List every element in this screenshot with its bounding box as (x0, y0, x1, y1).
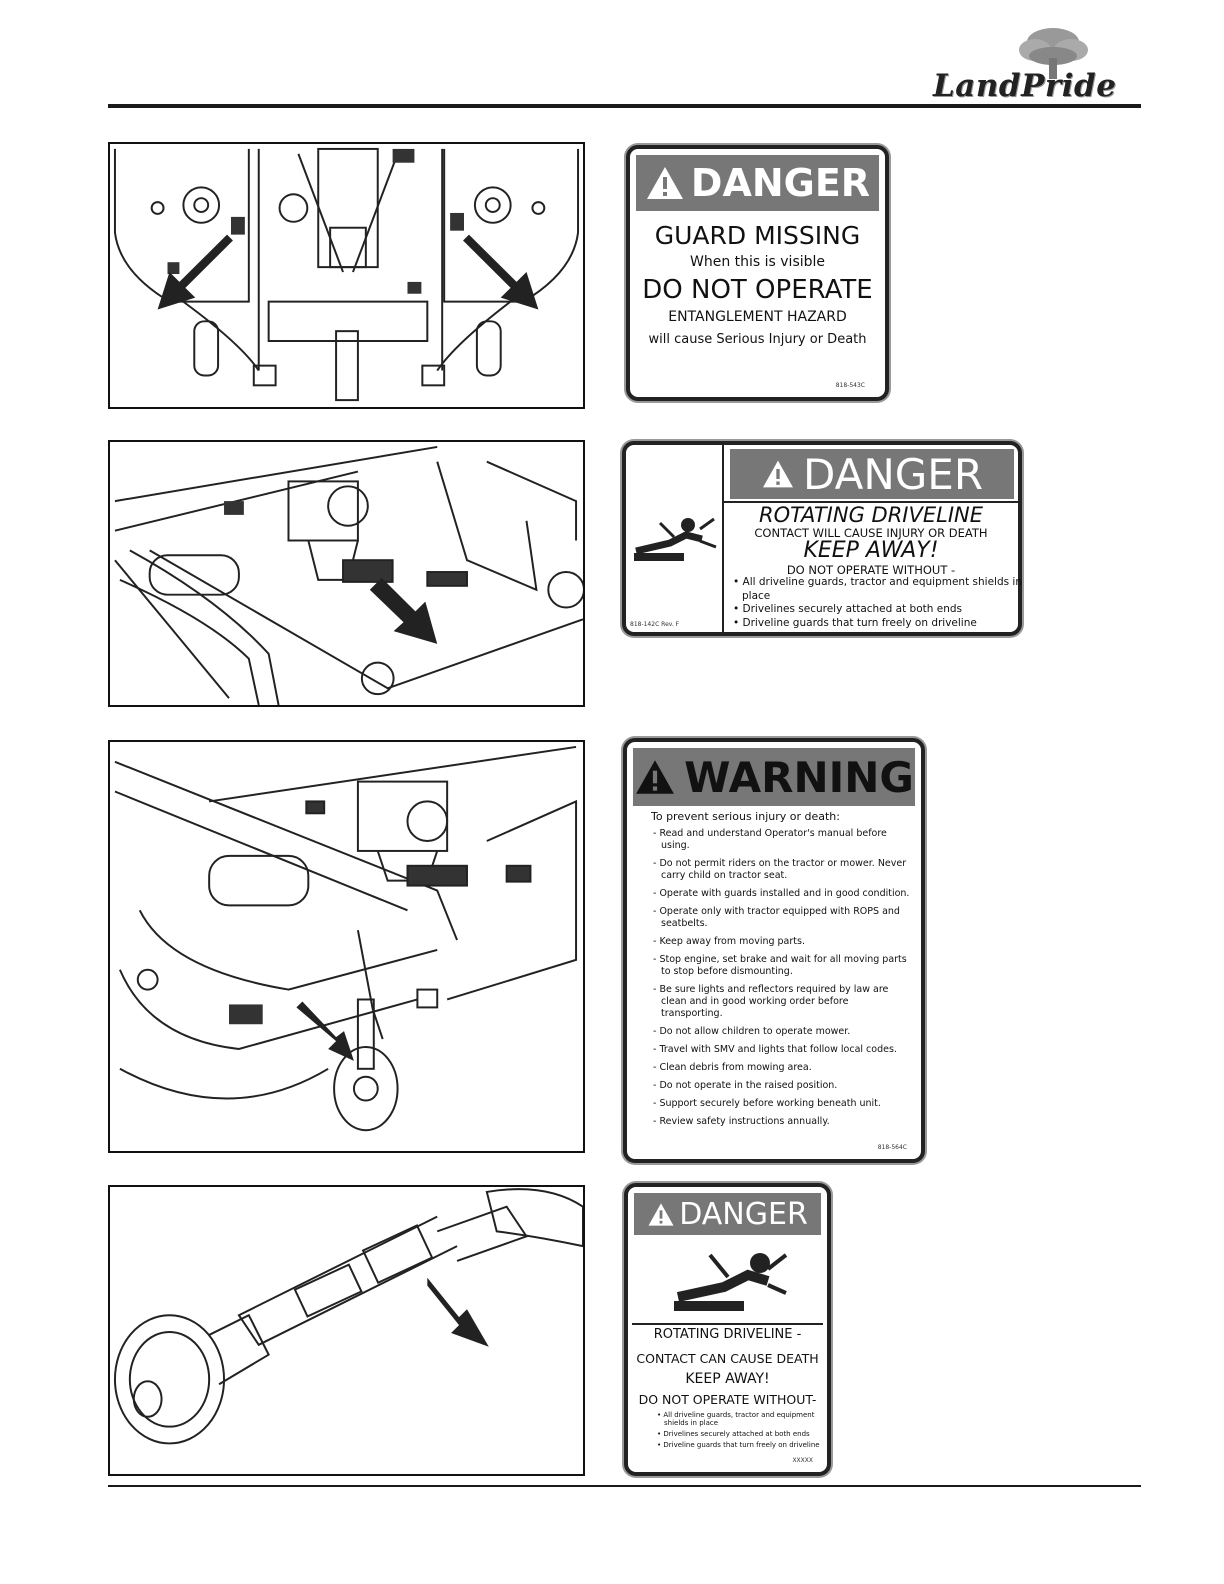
list-item: - Travel with SMV and lights that follow local codes. (653, 1044, 897, 1055)
list-item: - Do not operate in the raised position. (653, 1080, 838, 1091)
list-item: - Be sure lights and reflectors required by law are clean and in good working order before transporting. (653, 984, 889, 1019)
danger-signal-word: DANGER (679, 1196, 808, 1232)
decal-part-number: 818-142C Rev. F (630, 621, 680, 628)
list-item: • Driveline guards that turn freely on driveline (733, 616, 977, 629)
list-item: - Support securely before working beneath unit. (653, 1098, 881, 1109)
decal-rule (632, 1323, 823, 1325)
warning-decal (623, 738, 925, 1163)
decal-subheading: CONTACT WILL CAUSE INJURY OR DEATH (754, 526, 988, 540)
decal-line-5: will cause Serious Injury or Death (648, 332, 867, 347)
entanglement-figure-icon (630, 509, 718, 569)
warning-triangle-icon (647, 1202, 675, 1227)
danger-decal-guard-missing (626, 145, 889, 401)
decal-line-2: CONTACT CAN CAUSE DEATH (636, 1351, 819, 1366)
figure-gearbox-view (108, 440, 585, 707)
danger-header (730, 449, 1014, 499)
list-item: - Stop engine, set brake and wait for all moving parts to stop before dismounting. (653, 954, 907, 977)
decal-requirements-list (656, 1411, 826, 1452)
list-item: • All driveline guards, tractor and equipment shields in place (657, 1411, 815, 1427)
list-item: - Keep away from moving parts. (653, 936, 805, 947)
decal-line-1: ROTATING DRIVELINE - (653, 1327, 802, 1342)
header-rule (108, 104, 1141, 108)
list-item: - Read and understand Operator's manual before using. (653, 828, 887, 851)
list-item: - Operate with guards installed and in good condition. (653, 888, 910, 899)
warning-signal-word: WARNING (684, 752, 914, 802)
warning-header (633, 748, 915, 806)
danger-decal-rotating-driveline-horizontal (622, 441, 1022, 636)
list-item: • Drivelines securely attached at both ends (657, 1430, 810, 1438)
decal-line-3: KEEP AWAY! (685, 1371, 770, 1387)
landpride-logo (925, 24, 1145, 104)
danger-signal-word: DANGER (690, 161, 871, 205)
list-item: • Drivelines securely attached at both ends (733, 603, 962, 615)
decal-heading: ROTATING DRIVELINE (759, 503, 983, 527)
footer-rule (108, 1485, 1141, 1487)
decal-line-1: GUARD MISSING (654, 221, 861, 250)
decal-line-3: DO NOT OPERATE (642, 275, 873, 305)
decal-line-4: DO NOT OPERATE WITHOUT- (638, 1392, 817, 1407)
danger-header (634, 1193, 821, 1235)
warning-instructions-list (651, 828, 911, 1134)
decal-line-2: When this is visible (689, 254, 826, 270)
decal-part-number: XXXXX (792, 1457, 813, 1464)
list-item: - Do not permit riders on the tractor or mower. Never carry child on tractor seat. (653, 858, 907, 881)
danger-decal-rotating-driveline-vertical (624, 1183, 831, 1476)
list-item: - Review safety instructions annually. (653, 1116, 830, 1127)
warning-intro: To prevent serious injury or death: (651, 810, 840, 823)
warning-triangle-icon (645, 165, 685, 201)
decal-part-number: 818-564C (877, 1144, 907, 1151)
decal-line-4: ENTANGLEMENT HAZARD (668, 309, 847, 325)
decal-part-number: 818-543C (835, 382, 865, 389)
list-item: - Operate only with tractor equipped with ROPS and seatbelts. (653, 906, 900, 929)
danger-header (636, 155, 879, 211)
figure-deck-caster-view (108, 740, 585, 1153)
figure-driveline-view (108, 1185, 585, 1476)
list-item: • All driveline guards, tractor and equipment shields in place (733, 576, 1022, 602)
decal-keep-away: KEEP AWAY! (803, 538, 939, 563)
warning-triangle-icon (761, 459, 795, 489)
figure-deck-top-view (108, 142, 585, 409)
decal-do-not-operate: DO NOT OPERATE WITHOUT - (786, 563, 956, 577)
decal-requirements-list (732, 576, 1022, 630)
list-item: - Do not allow children to operate mower. (653, 1026, 851, 1037)
warning-triangle-icon (634, 758, 676, 796)
logo-text: LandPride (933, 68, 1117, 104)
danger-signal-word: DANGER (802, 449, 984, 499)
list-item: - Clean debris from mowing area. (653, 1062, 812, 1073)
list-item: • Driveline guards that turn freely on driveline (657, 1441, 820, 1449)
entanglement-figure-icon (668, 1241, 788, 1321)
